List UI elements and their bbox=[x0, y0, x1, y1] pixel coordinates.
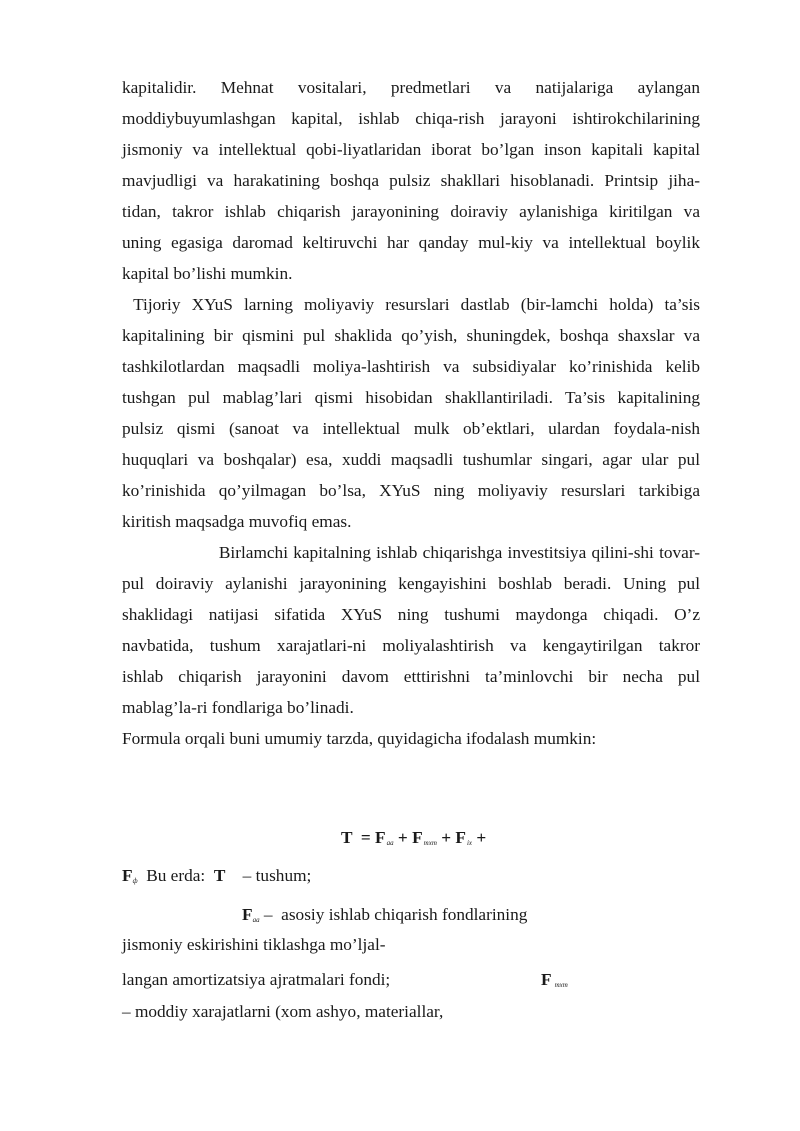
text-line: kapital bo’lishi mumkin. bbox=[122, 264, 293, 283]
formula-plus: + bbox=[472, 828, 487, 847]
paragraph-1 bbox=[122, 72, 700, 289]
text-line: tushgan pul mablag’lari qismi hisobidan shakllantiriladi. Ta’sis kapitalining bbox=[122, 388, 700, 407]
definition-text: – asosiy ishlab chiqarish fondlarining bbox=[259, 905, 528, 924]
text-line: mavjudligi va harakatining boshqa pulsiz shakllari hisoblanadi. Printsip jiha- bbox=[122, 171, 700, 190]
paragraph-3 bbox=[122, 537, 700, 754]
symbol-f-mxm bbox=[541, 968, 568, 997]
formula-plus: + bbox=[393, 828, 413, 847]
text-line: Tijoriy XYuS larning moliyaviy resurslari dastlab (bir-lamchi holda) ta’sis bbox=[122, 295, 700, 314]
formula-term-f: F bbox=[412, 828, 423, 847]
definition-text: Bu erda: bbox=[137, 866, 214, 885]
text-line: ishlab chiqarish jarayonini davom etttirishni ta’minlovchi bir necha pul bbox=[122, 667, 700, 686]
text-line: mablag’la-ri fondlariga bo’linadi. bbox=[122, 698, 354, 717]
formula-term-f: F bbox=[375, 828, 386, 847]
text-line: pul doiraviy aylanishi jarayonining kengayishini boshlab beradi. Uning pul bbox=[122, 574, 700, 593]
formula-intro: Formula orqali buni umumiy tarzda, quyidagicha ifodalash mumkin: bbox=[122, 729, 597, 748]
definition-line: jismoniy eskirishini tiklashga mo’ljal- bbox=[122, 935, 386, 954]
formula-lhs: T bbox=[341, 828, 353, 847]
text-line: jismoniy va intellektual qobi-liyatlaridan iborat bo’lgan inson kapitali kapital bbox=[122, 140, 700, 159]
symbol-f: F bbox=[242, 905, 253, 924]
text-line: huquqlari va boshqalar) esa, xuddi maqsadli tushumlar singari, agar ular pul bbox=[122, 450, 700, 469]
formula-plus: + bbox=[436, 828, 456, 847]
definition-text: – tushum; bbox=[225, 866, 312, 885]
text-line: pulsiz qismi (sanoat va intellektual mulk ob’ektlari, ulardan foydala-nish bbox=[122, 419, 700, 438]
formula-subscript: mxm bbox=[423, 839, 437, 847]
symbol-t: T bbox=[213, 866, 226, 885]
definition-line: langan amortizatsiya ajratmalari fondi; bbox=[122, 970, 391, 989]
formula-subscript: aa bbox=[386, 839, 394, 847]
text-line: ko’rinishida qo’yilmagan bo’lsa, XYuS ning moliyaviy resurslari tarkibiga bbox=[122, 481, 700, 500]
text-line: kapitalidir. Mehnat vositalari, predmetlari va natijalariga aylangan bbox=[122, 78, 700, 97]
formula-term-f: F bbox=[455, 828, 466, 847]
text-line: uning egasiga daromad keltiruvchi har qanday mul-kiy va intellektual boylik bbox=[122, 233, 700, 252]
text-line: tidan, takror ishlab chiqarish jarayonining doiraviy aylanishiga kiritilgan va bbox=[122, 202, 700, 221]
definition-line: – moddiy xarajatlarni (xom ashyo, materiallar, bbox=[122, 1002, 444, 1021]
text-line: navbatida, tushum xarajatlari-ni moliyalashtirish va kengaytirilgan takror bbox=[122, 636, 700, 655]
text-line: moddiybuyumlashgan kapital, ishlab chiqa-rish jarayoni ishtirokchilarining bbox=[122, 109, 700, 128]
formula-eq: = bbox=[352, 828, 376, 847]
text-line: shaklidagi natijasi sifatida XYuS ning tushumi maydonga chiqadi. O’z bbox=[122, 605, 700, 624]
symbol-subscript: mxm bbox=[554, 981, 568, 989]
paragraph-2 bbox=[122, 289, 700, 537]
symbol-subscript: ф bbox=[132, 877, 138, 885]
definition-line-t bbox=[122, 864, 311, 893]
text-line: Birlamchi kapitalning ishlab chiqarishga investitsiya qilini-shi tovar- bbox=[172, 543, 700, 562]
symbol-f: F bbox=[122, 866, 133, 885]
definition-line-faa bbox=[242, 903, 527, 932]
text-line: tashkilotlardan maqsadli moliya-lashtirish va subsidiyalar ko’rinishida kelib bbox=[122, 357, 700, 376]
symbol-f: F bbox=[541, 970, 552, 989]
formula bbox=[341, 826, 486, 855]
symbol-subscript: aa bbox=[252, 916, 260, 924]
text-line: kiritish maqsadga muvofiq emas. bbox=[122, 512, 352, 531]
text-line: kapitalining bir qismini pul shaklida qo’yish, shuningdek, boshqa shaxslar va bbox=[122, 326, 700, 345]
formula-subscript: ix bbox=[466, 839, 472, 847]
